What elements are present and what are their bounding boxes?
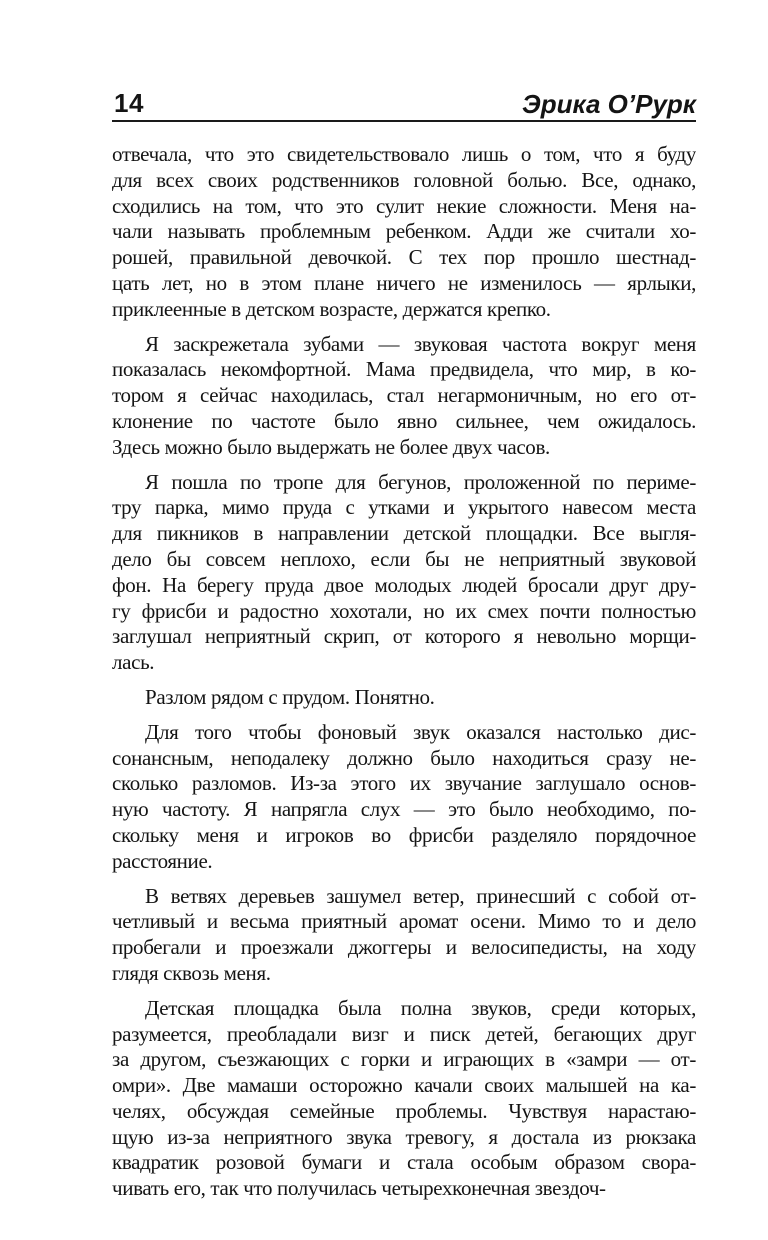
text-line: глядя сквозь меня. [112,960,271,985]
text-line: омри». Две мамаши осторожно качали своих малышей на ка- [112,1073,696,1098]
paragraph-gap [112,711,696,720]
text-line: чивать его, так что получилась четырехконечная звездоч- [112,1176,606,1201]
text-line: расстояние. [112,848,213,873]
running-head: Эрика О’Рурк [522,89,696,119]
text-line: щую из-за неприятного звука тревогу, я достала из рюкзака [112,1124,696,1149]
paragraph-gap [112,987,696,996]
text-line: цать лет, но в этом плане ничего не изменилось — ярлыки, [112,270,696,295]
text-line: Для того чтобы фоновый звук оказался настолько дис- [145,719,696,744]
text-line: сходились на том, что это сулит некие сложности. Меня на- [112,193,696,218]
paragraph-gap [112,676,696,685]
paragraph [112,996,696,1202]
paragraph-gap [112,323,696,332]
text-line: рошей, правильной девочкой. С тех пор прошло шестнад- [112,245,696,270]
text-line: за другом, съезжающих с горки и играющих в «замри — от- [112,1047,696,1072]
text-line: сонансным, неподалеку должно было находиться сразу не- [112,745,696,770]
text-line: тру парка, мимо пруда с утками и укрытого навесом места [112,495,696,520]
paragraph-gap [112,875,696,884]
text-line: скольку меня и игроков во фрисби разделяло порядочное [112,822,696,847]
text-line: Разлом рядом с прудом. Понятно. [145,684,435,709]
text-line: заглушал неприятный скрип, от которого я невольно морщи- [112,624,696,649]
text-line: пробегали и проезжали джоггеры и велосипедисты, на ходу [112,935,696,960]
text-line: приклеенные в детском возрасте, держатся крепко. [112,296,551,321]
text-line: показалась некомфортной. Мама предвидела, что мир, в ко- [112,357,696,382]
text-line: чали называть проблемным ребенком. Адди же считали хо- [112,219,696,244]
text-line: Я пошла по тропе для бегунов, проложенной по периме- [145,469,696,494]
text-line: для всех своих родственников головной болью. Все, однако, [112,167,696,192]
text-line: Я заскрежетала зубами — звуковая частота вокруг меня [145,331,696,356]
text-line: В ветвях деревьев зашумел ветер, принесший с собой от- [145,883,696,908]
text-line: фон. На берегу пруда двое молодых людей бросали друг дру- [112,572,696,597]
text-line: для пикников в направлении детской площадки. Все выгля- [112,521,696,546]
paragraph [112,332,696,461]
text-line: дело бы совсем неплохо, если бы не неприятный звуковой [112,546,696,571]
text-line: отвечала, что это свидетельствовало лишь о том, что я буду [112,142,696,166]
paragraph-gap [112,461,696,470]
paragraph [112,720,696,875]
paragraph [112,470,696,676]
paragraph [112,685,696,711]
text-line: четливый и весьма приятный аромат осени. Мимо то и дело [112,909,696,934]
text-line: Детская площадка была полна звуков, среди которых, [145,995,696,1020]
paragraph [112,142,696,323]
text-line: челях, обсуждая семейные проблемы. Чувствуя нарастаю- [112,1098,696,1123]
text-line: сколько разломов. Из-за этого их звучание заглушало основ- [112,771,696,796]
text-line: квадратик розовой бумаги и стала особым образом свора- [112,1150,696,1175]
page-number: 14 [114,88,144,118]
text-line: Здесь можно было выдержать не более двух часов. [112,434,550,459]
text-line: тором я сейчас находилась, стал негармоничным, но его от- [112,383,696,408]
text-line: гу фрисби и радостно хохотали, но их смех почти полностью [112,598,696,623]
text-line: лась. [112,650,155,675]
paragraph [112,884,696,987]
text-line: клонение по частоте было явно сильнее, чем ожидалось. [112,408,696,433]
page-header [112,86,696,122]
body-text [112,142,696,1202]
text-line: ную частоту. Я напрягла слух — это было необходимо, по- [112,797,696,822]
text-line: разумеется, преобладали визг и писк детей, бегающих друг [112,1021,696,1046]
